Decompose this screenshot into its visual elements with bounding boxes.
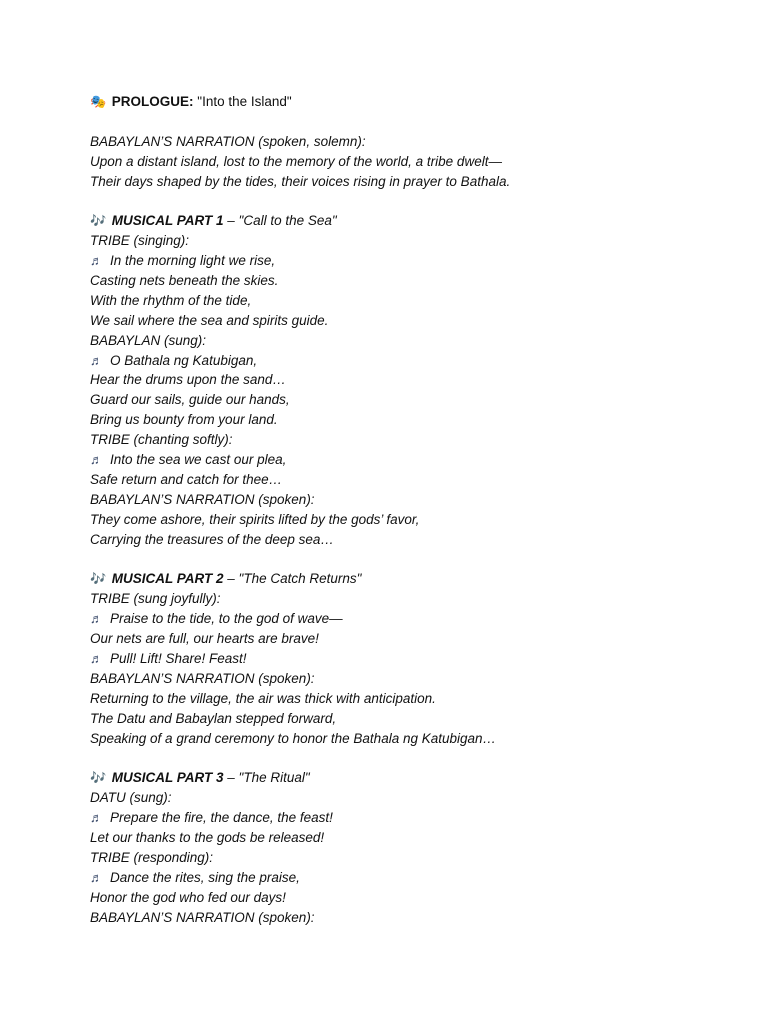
music-note-icon: ♬	[90, 611, 103, 627]
lyric-line	[90, 868, 730, 888]
text-line: We sail where the sea and spirits guide.	[90, 312, 329, 328]
lyric-line	[90, 609, 730, 629]
spacer	[90, 549, 730, 569]
cue-line: TRIBE (sung joyfully):	[90, 591, 221, 607]
lyric-line	[90, 351, 730, 371]
cue-line: BABAYLAN’S NARRATION (spoken):	[90, 670, 315, 686]
lyric-text: Dance the rites, sing the praise,	[110, 869, 300, 885]
part1-lines	[90, 231, 730, 549]
music-note-icon: ♬	[90, 352, 103, 368]
part-title: – "The Catch Returns"	[223, 571, 362, 587]
part-title: – "The Ritual"	[223, 770, 310, 786]
prologue-line: Upon a distant island, lost to the memory of the world, a tribe dwelt—	[90, 153, 502, 169]
music-notes-icon: 🎶	[90, 770, 107, 786]
part2-lines	[90, 589, 730, 748]
text-line: Carrying the treasures of the deep sea…	[90, 531, 334, 547]
prologue-label: PROLOGUE:	[111, 94, 194, 109]
cue-line: BABAYLAN (sung):	[90, 332, 207, 348]
cue-line: BABAYLAN’S NARRATION (spoken):	[90, 909, 315, 925]
part-label: MUSICAL PART 2	[111, 571, 224, 587]
lyric-line	[90, 251, 730, 271]
music-notes-icon: 🎶	[90, 571, 107, 587]
lyric-text: Pull! Lift! Share! Feast!	[110, 650, 247, 666]
lyric-text: Prepare the fire, the dance, the feast!	[110, 810, 333, 826]
lyric-line	[90, 450, 730, 470]
music-note-icon: ♬	[90, 253, 103, 269]
music-notes-icon: 🎶	[90, 213, 107, 229]
text-line: Guard our sails, guide our hands,	[90, 392, 290, 408]
text-line: They come ashore, their spirits lifted by the gods’ favor,	[90, 511, 420, 527]
part-heading	[90, 211, 730, 231]
part-label: MUSICAL PART 3	[111, 770, 224, 786]
spacer	[90, 112, 730, 132]
theater-masks-icon: 🎭	[90, 94, 107, 109]
prologue-line: Their days shaped by the tides, their voices rising in prayer to Bathala.	[90, 173, 511, 189]
prologue-title: "Into the Island"	[197, 94, 292, 109]
cue-line: TRIBE (singing):	[90, 233, 190, 249]
cue-line: DATU (sung):	[90, 790, 172, 806]
text-line: Hear the drums upon the sand…	[90, 372, 286, 388]
lyric-text: In the morning light we rise,	[110, 253, 276, 269]
text-line: Safe return and catch for thee…	[90, 471, 283, 487]
lyric-line	[90, 808, 730, 828]
text-line: Honor the god who fed our days!	[90, 889, 286, 905]
text-line: The Datu and Babaylan stepped forward,	[90, 710, 337, 726]
part-label: MUSICAL PART 1	[111, 213, 224, 229]
spacer	[90, 748, 730, 768]
part-title: – "Call to the Sea"	[223, 213, 337, 229]
script-document	[90, 92, 730, 927]
music-note-icon: ♬	[90, 869, 103, 885]
prologue-heading	[90, 92, 730, 112]
text-line: Casting nets beneath the skies.	[90, 273, 279, 289]
text-line: Returning to the village, the air was thick with anticipation.	[90, 690, 436, 706]
lyric-text: Praise to the tide, to the god of wave—	[110, 611, 343, 627]
text-line: With the rhythm of the tide,	[90, 292, 252, 308]
text-line: Speaking of a grand ceremony to honor the Bathala ng Katubigan…	[90, 730, 497, 746]
cue-line: TRIBE (chanting softly):	[90, 432, 233, 448]
music-note-icon: ♬	[90, 650, 103, 666]
lyric-line	[90, 649, 730, 669]
lyric-text: O Bathala ng Katubigan,	[110, 352, 258, 368]
lyric-text: Into the sea we cast our plea,	[110, 452, 287, 468]
cue-line: BABAYLAN’S NARRATION (spoken):	[90, 491, 315, 507]
spacer	[90, 191, 730, 211]
music-note-icon: ♬	[90, 452, 103, 468]
text-line: Let our thanks to the gods be released!	[90, 829, 325, 845]
music-note-icon: ♬	[90, 810, 103, 826]
text-line: Our nets are full, our hearts are brave!	[90, 631, 319, 647]
part-heading	[90, 569, 730, 589]
part-heading	[90, 768, 730, 788]
narration-heading: BABAYLAN’S NARRATION (spoken, solemn):	[90, 133, 366, 149]
part3-lines	[90, 788, 730, 927]
cue-line: TRIBE (responding):	[90, 849, 214, 865]
text-line: Bring us bounty from your land.	[90, 412, 278, 428]
